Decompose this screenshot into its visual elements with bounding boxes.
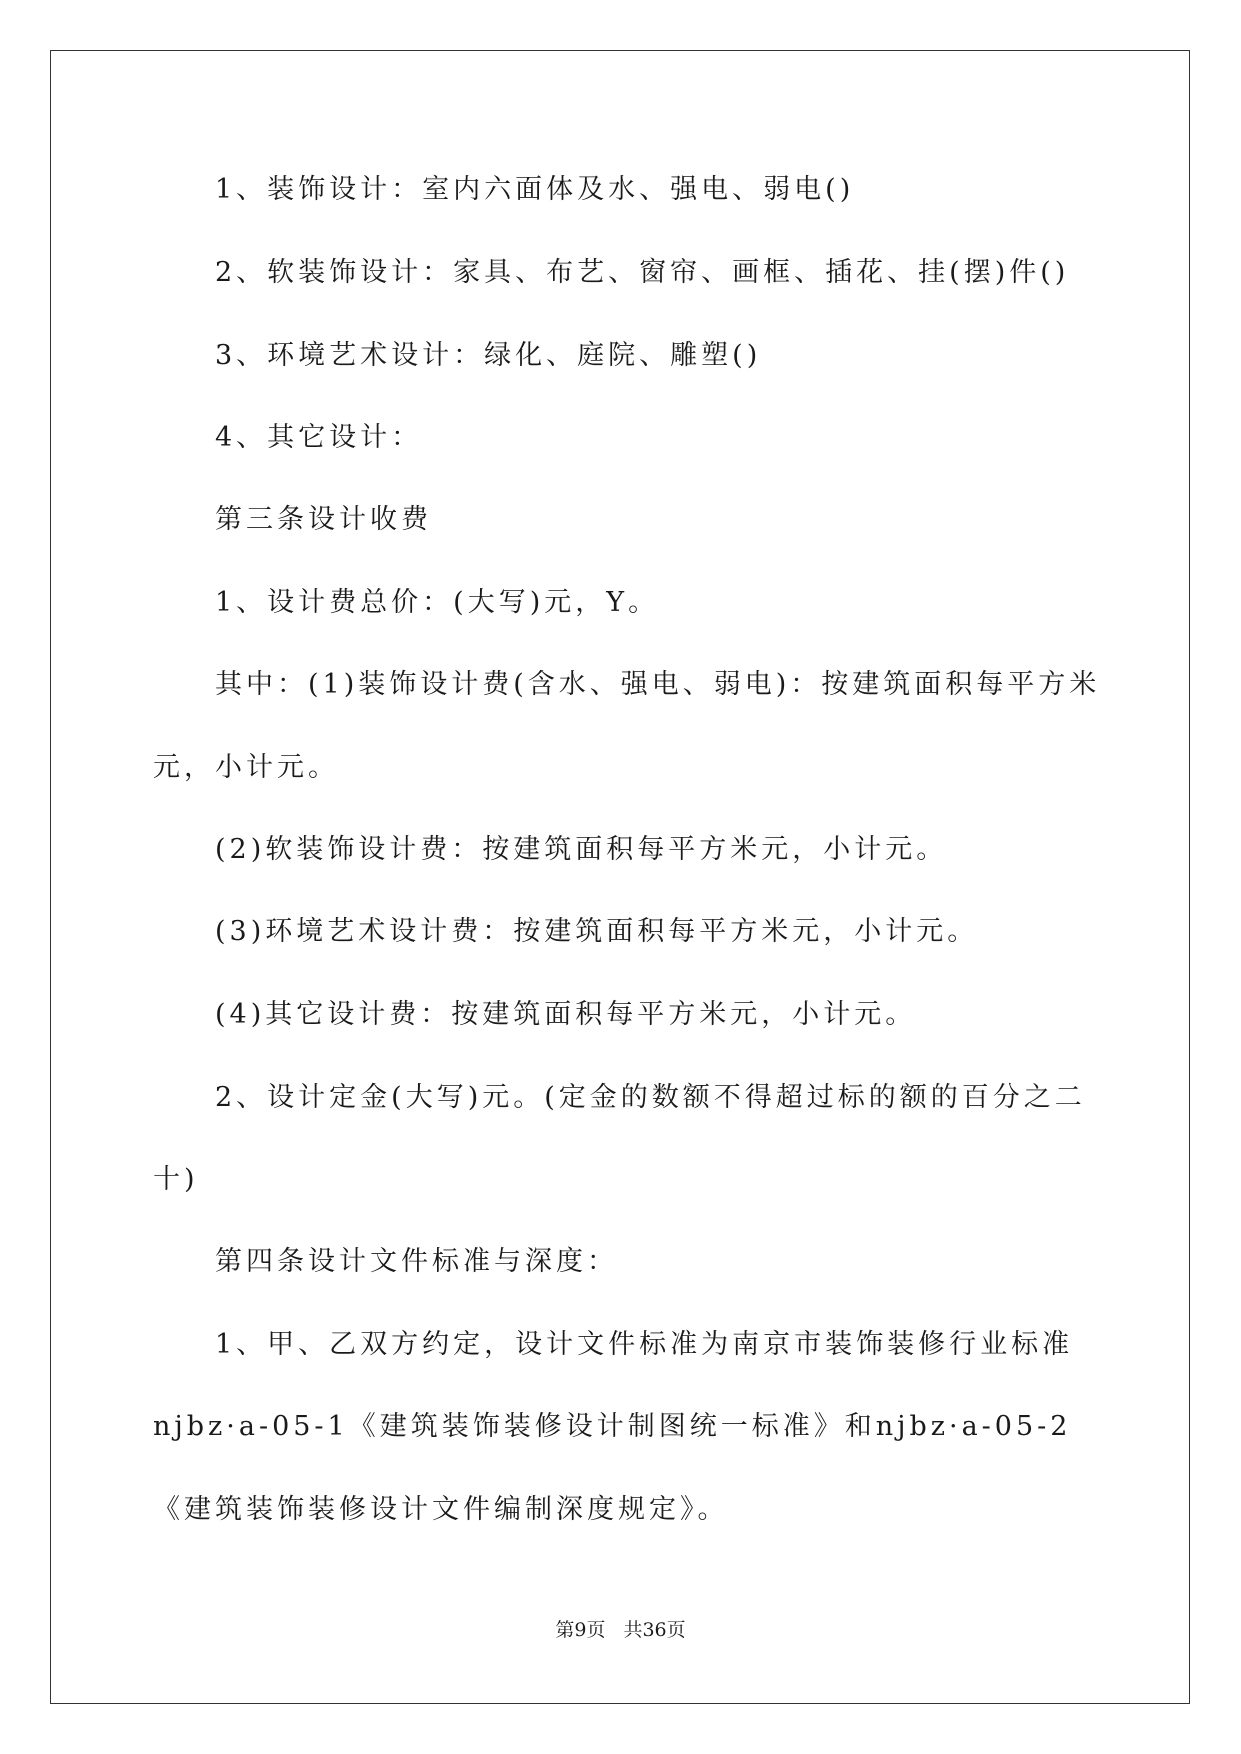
fee-item-4-line: (4)其它设计费：按建筑面积每平方米元，小计元。 (215, 999, 917, 1030)
standard-line-1: 1、甲、乙双方约定，设计文件标准为南京市装饰装修行业标准 (215, 1329, 1074, 1360)
section-heading-4: 第四条设计文件标准与深度： (215, 1246, 618, 1277)
fee-item-2-line: (2)软装饰设计费：按建筑面积每平方米元，小计元。 (215, 834, 948, 865)
clause-line-1: 1、装饰设计：室内六面体及水、强电、弱电() (215, 174, 855, 205)
deposit-line: 2、设计定金(大写)元。(定金的数额不得超过标的额的百分之二 (215, 1082, 1086, 1113)
standard-line-3: 《建筑装饰装修设计文件编制深度规定》。 (153, 1494, 729, 1525)
fee-item-1-line: 其中：(1)装饰设计费(含水、强电、弱电)：按建筑面积每平方米 (215, 669, 1101, 700)
page-border (50, 50, 1190, 1704)
clause-line-4: 4、其它设计： (215, 422, 423, 453)
page-total: 共36页 (623, 1619, 686, 1641)
clause-line-2: 2、软装饰设计：家具、布艺、窗帘、画框、插花、挂(摆)件() (215, 257, 1070, 288)
fee-item-3-line: (3)环境艺术设计费：按建筑面积每平方米元，小计元。 (215, 916, 979, 947)
deposit-continuation: 十) (153, 1164, 199, 1195)
fee-total-line: 1、设计费总价：(大写)元，Y。 (215, 587, 660, 618)
section-heading-3: 第三条设计收费 (215, 504, 432, 535)
page-footer (0, 1618, 1241, 1642)
standard-line-2: njbz·a-05-1《建筑装饰装修设计制图统一标准》和njbz·a-05-2 (153, 1411, 1072, 1442)
clause-line-3: 3、环境艺术设计：绿化、庭院、雕塑() (215, 340, 762, 371)
fee-item-1-continuation: 元，小计元。 (153, 752, 339, 783)
page-number: 第9页 (555, 1619, 606, 1641)
